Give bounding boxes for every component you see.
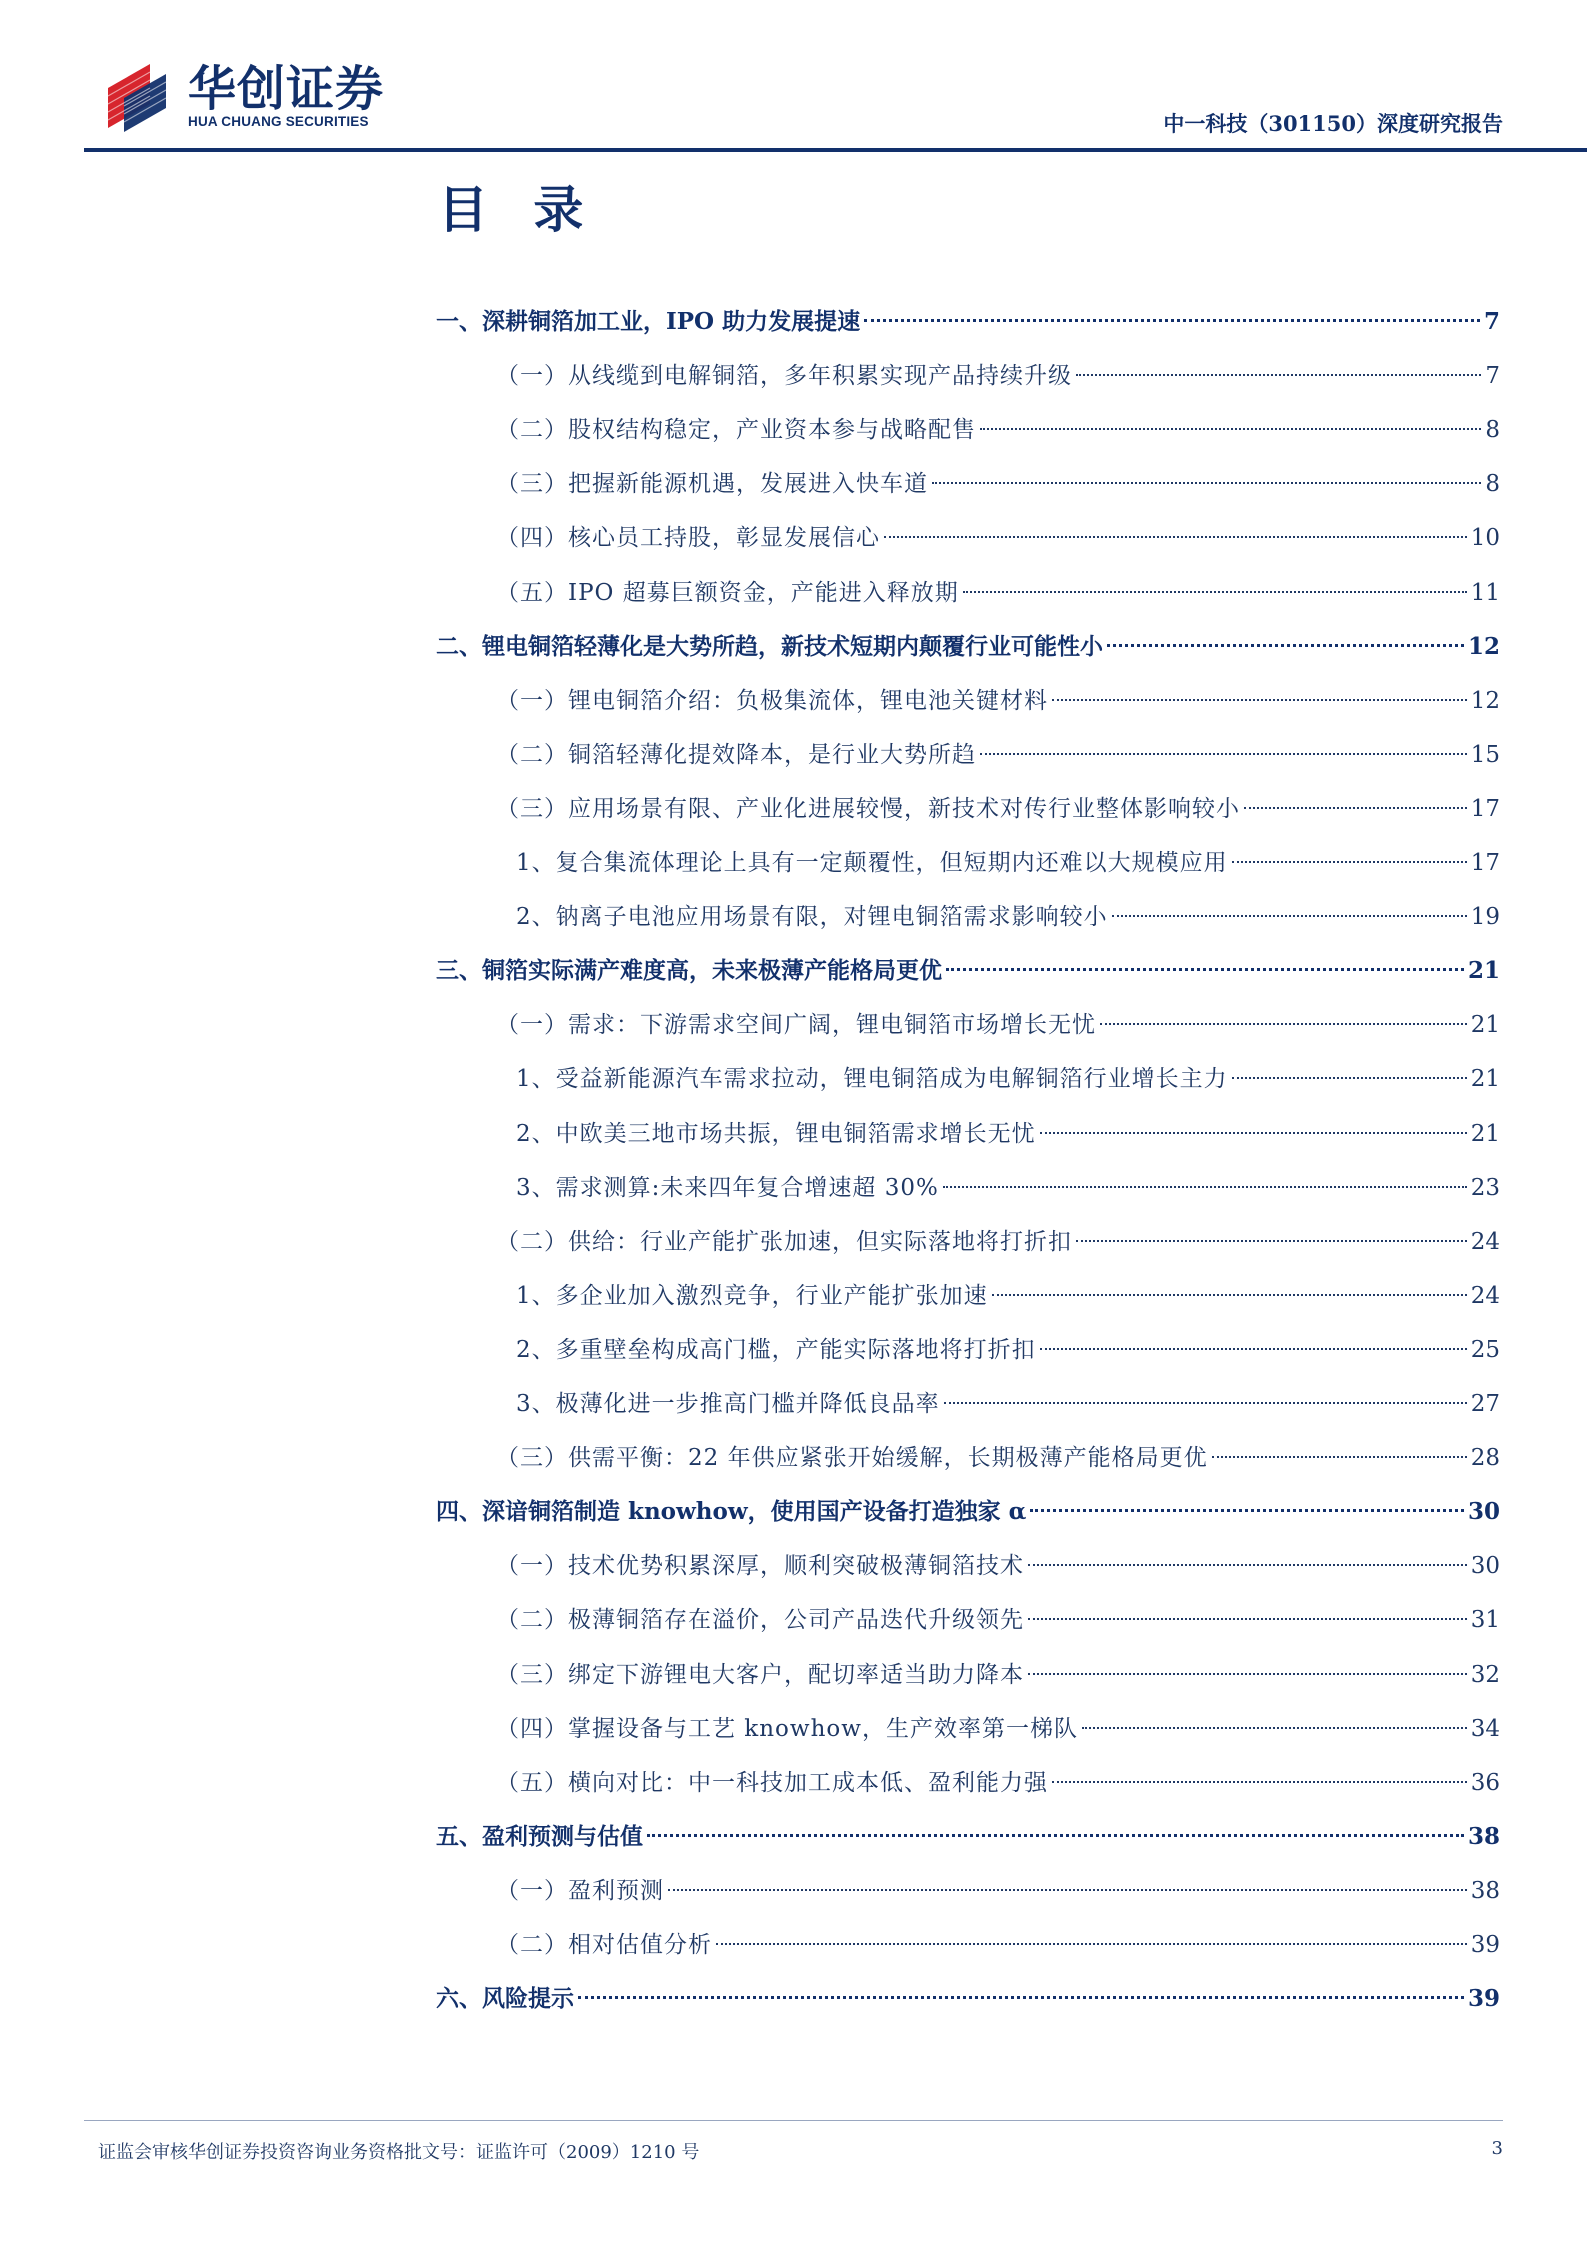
- toc-entry-title: （五）横向对比：中一科技加工成本低、盈利能力强: [496, 1769, 1048, 1796]
- toc-dot-leader: [716, 1943, 1467, 1945]
- toc-entry-page: 34: [1470, 1715, 1500, 1742]
- toc-dot-leader: [1100, 1023, 1467, 1025]
- page-footer: [84, 2120, 1503, 2180]
- toc-entry-page: 38: [1467, 1822, 1500, 1850]
- toc-entry-page: 31: [1470, 1607, 1500, 1634]
- toc-entry-page: 24: [1470, 1228, 1500, 1255]
- toc-entry-title: 2、中欧美三地市场共振，锂电铜箔需求增长无忧: [516, 1120, 1036, 1147]
- toc-entry-title: 3、需求测算:未来四年复合增速超 30%: [516, 1174, 939, 1201]
- toc-entry[interactable]: [496, 1438, 1500, 1478]
- toc-entry-title: 1、受益新能源汽车需求拉动，锂电铜箔成为电解铜箔行业增长主力: [516, 1066, 1228, 1093]
- toc-entry[interactable]: [496, 789, 1500, 829]
- toc-dot-leader: [1076, 1240, 1467, 1242]
- toc-entry[interactable]: [496, 681, 1500, 721]
- toc-entry-page: 30: [1470, 1553, 1500, 1580]
- toc-dot-leader: [668, 1889, 1467, 1891]
- toc-entry[interactable]: [496, 1925, 1500, 1965]
- toc-dot-leader: [980, 753, 1467, 755]
- toc-entry[interactable]: [496, 1222, 1500, 1262]
- toc-entry-page: 38: [1470, 1877, 1500, 1904]
- toc-dot-leader: [932, 482, 1481, 484]
- toc-entry-title: （二）极薄铜箔存在溢价，公司产品迭代升级领先: [496, 1607, 1024, 1634]
- toc-dot-leader: [1028, 1673, 1467, 1675]
- toc-entry-title: 三、铜箔实际满产难度高，未来极薄产能格局更优: [436, 957, 942, 985]
- footer-divider: [84, 2120, 1503, 2121]
- toc-dot-leader: [1082, 1727, 1467, 1729]
- toc-entry-page: 17: [1470, 850, 1500, 876]
- toc-entry[interactable]: [496, 1600, 1500, 1640]
- toc-entry[interactable]: [496, 735, 1500, 775]
- toc-entry-page: 36: [1470, 1769, 1500, 1796]
- toc-entry-page: 7: [1485, 363, 1500, 390]
- toc-entry-title: 一、深耕铜箔加工业，IPO 助力发展提速: [436, 308, 861, 335]
- toc-dot-leader: [1232, 861, 1467, 863]
- toc-entry-page: 17: [1470, 795, 1500, 822]
- toc-dot-leader: [578, 1996, 1464, 1999]
- toc-dot-leader: [1212, 1456, 1467, 1458]
- toc-entry[interactable]: [496, 356, 1500, 396]
- toc-entry[interactable]: [436, 627, 1500, 667]
- toc-entry-title: （四）掌握设备与工艺 knowhow，生产效率第一梯队: [496, 1715, 1078, 1742]
- toc-entry-page: 30: [1467, 1498, 1500, 1526]
- toc-entry-title: （三）绑定下游锂电大客户，配切率适当助力降本: [496, 1661, 1024, 1688]
- toc-dot-leader: [1030, 1509, 1464, 1512]
- toc-entry[interactable]: [516, 1276, 1500, 1316]
- toc-entry-title: （一）锂电铜箔介绍：负极集流体，锂电池关键材料: [496, 687, 1048, 714]
- toc-entry-title: （三）应用场景有限、产业化进展较慢，新技术对传行业整体影响较小: [496, 795, 1240, 822]
- toc-entry-page: 10: [1470, 525, 1500, 552]
- toc-dot-leader: [1076, 374, 1481, 376]
- toc-dot-leader: [1028, 1618, 1467, 1620]
- toc-entry-page: 7: [1483, 308, 1500, 335]
- toc-entry[interactable]: [516, 897, 1500, 937]
- toc-entry-title: （三）把握新能源机遇，发展进入快车道: [496, 471, 928, 498]
- toc-entry-page: 15: [1470, 741, 1500, 768]
- header-divider: [84, 148, 1587, 152]
- toc-entry[interactable]: [436, 1979, 1500, 2019]
- toc-entry-page: 23: [1470, 1174, 1500, 1201]
- toc-entry-page: 39: [1470, 1932, 1500, 1958]
- brand-logo: [100, 58, 400, 134]
- toc-entry-title: （二）供给：行业产能扩张加速，但实际落地将打折扣: [496, 1228, 1072, 1255]
- footer-disclaimer: 证监会审核华创证券投资咨询业务资格批文号：证监许可（2009）1210 号: [98, 2142, 700, 2163]
- toc-entry[interactable]: [496, 410, 1500, 450]
- toc-entry-title: （五）IPO 超募巨额资金，产能进入释放期: [496, 579, 959, 606]
- page-number: 3: [1491, 2138, 1503, 2159]
- toc-entry[interactable]: [496, 464, 1500, 504]
- toc-dot-leader: [1040, 1348, 1467, 1350]
- toc-entry-page: 12: [1467, 632, 1500, 660]
- toc-dot-leader: [943, 1186, 1467, 1188]
- toc-entry-page: 25: [1470, 1336, 1500, 1363]
- toc-entry-title: （一）从线缆到电解铜箔，多年积累实现产品持续升级: [496, 363, 1072, 390]
- toc-dot-leader: [1107, 644, 1464, 647]
- toc-dot-leader: [963, 591, 1467, 593]
- toc-entry-title: 1、复合集流体理论上具有一定颠覆性，但短期内还难以大规模应用: [516, 850, 1228, 876]
- toc-entry[interactable]: [516, 1330, 1500, 1370]
- toc-entry-title: 2、多重壁垒构成高门槛，产能实际落地将打折扣: [516, 1336, 1036, 1363]
- brand-logo-icon: [100, 58, 180, 134]
- toc-entry-page: 21: [1470, 1066, 1500, 1093]
- toc-entry[interactable]: [496, 1546, 1500, 1586]
- toc-entry[interactable]: [496, 1709, 1500, 1749]
- toc-dot-leader: [1112, 915, 1467, 917]
- toc-entry[interactable]: [496, 1763, 1500, 1803]
- toc-dot-leader: [864, 319, 1480, 322]
- toc-entry-page: 39: [1467, 1985, 1500, 2013]
- toc-entry-page: 21: [1467, 957, 1500, 985]
- toc-dot-leader: [1052, 1781, 1467, 1783]
- toc-title: 目 录: [438, 180, 598, 239]
- toc-entry-title: （一）盈利预测: [496, 1877, 664, 1904]
- toc-entry[interactable]: [436, 951, 1500, 991]
- toc-entry-title: 1、多企业加入激烈竞争，行业产能扩张加速: [516, 1282, 988, 1309]
- toc-entry[interactable]: [516, 843, 1500, 883]
- toc-entry-page: 19: [1470, 904, 1500, 931]
- toc-dot-leader: [1244, 807, 1467, 809]
- toc-entry-title: （四）核心员工持股，彰显发展信心: [496, 525, 880, 552]
- toc-entry-page: 8: [1485, 471, 1500, 498]
- toc-entry[interactable]: [496, 573, 1500, 613]
- toc-dot-leader: [647, 1834, 1464, 1837]
- toc-dot-leader: [1028, 1564, 1467, 1566]
- toc-entry[interactable]: [496, 1871, 1500, 1911]
- toc-entry[interactable]: [516, 1114, 1500, 1154]
- toc-dot-leader: [1232, 1077, 1467, 1079]
- page-header: [0, 0, 1587, 150]
- toc-entry-title: （二）股权结构稳定，产业资本参与战略配售: [496, 417, 976, 444]
- brand-name-en: HUA CHUANG SECURITIES: [188, 114, 369, 129]
- toc-entry-title: 2、钠离子电池应用场景有限，对锂电铜箔需求影响较小: [516, 904, 1108, 931]
- toc-entry-title: 3、极薄化进一步推高门槛并降低良品率: [516, 1391, 940, 1417]
- toc-entry-page: 21: [1470, 1012, 1500, 1039]
- toc-dot-leader: [946, 968, 1464, 971]
- toc-entry[interactable]: [496, 1005, 1500, 1045]
- toc-entry-title: 五、盈利预测与估值: [436, 1822, 643, 1850]
- toc-dot-leader: [992, 1294, 1467, 1296]
- toc-entry-page: 27: [1470, 1391, 1500, 1417]
- toc-entry[interactable]: [496, 1655, 1500, 1695]
- toc-entry-page: 28: [1470, 1445, 1500, 1472]
- toc-entry-title: 四、深谙铜箔制造 knowhow，使用国产设备打造独家 α: [436, 1498, 1027, 1526]
- toc-dot-leader: [1040, 1132, 1467, 1134]
- toc-dot-leader: [944, 1402, 1467, 1404]
- toc-entry-title: （三）供需平衡：22 年供应紧张开始缓解，长期极薄产能格局更优: [496, 1445, 1208, 1472]
- toc-entry-title: （一）需求：下游需求空间广阔，锂电铜箔市场增长无忧: [496, 1012, 1096, 1039]
- toc-entry-page: 32: [1470, 1661, 1500, 1688]
- toc-entry[interactable]: [436, 1817, 1500, 1857]
- toc-entry-page: 21: [1470, 1120, 1500, 1147]
- toc-entry[interactable]: [516, 1168, 1500, 1208]
- toc-entry-title: （二）相对估值分析: [496, 1932, 712, 1958]
- toc-entry[interactable]: [516, 1059, 1500, 1099]
- toc-entry-page: 8: [1485, 417, 1500, 444]
- toc-entry[interactable]: [516, 1384, 1500, 1424]
- toc-entry[interactable]: [436, 302, 1500, 342]
- toc-entry-title: （二）铜箔轻薄化提效降本，是行业大势所趋: [496, 741, 976, 768]
- toc-entry-title: 六、风险提示: [436, 1985, 574, 2013]
- brand-name-cn: 华创证券: [188, 61, 385, 117]
- toc-entry-page: 24: [1470, 1282, 1500, 1309]
- report-title: 中一科技（301150）深度研究报告: [1163, 111, 1503, 136]
- toc-entry-page: 12: [1470, 687, 1500, 714]
- toc-dot-leader: [884, 536, 1467, 538]
- toc-entry[interactable]: [496, 518, 1500, 558]
- toc-entry-title: （一）技术优势积累深厚，顺利突破极薄铜箔技术: [496, 1553, 1024, 1580]
- toc-dot-leader: [1052, 699, 1467, 701]
- toc-entry-page: 11: [1470, 579, 1500, 606]
- toc-entry-title: 二、锂电铜箔轻薄化是大势所趋，新技术短期内颠覆行业可能性小: [436, 632, 1103, 660]
- toc-dot-leader: [980, 428, 1481, 430]
- toc-entry[interactable]: [436, 1492, 1500, 1532]
